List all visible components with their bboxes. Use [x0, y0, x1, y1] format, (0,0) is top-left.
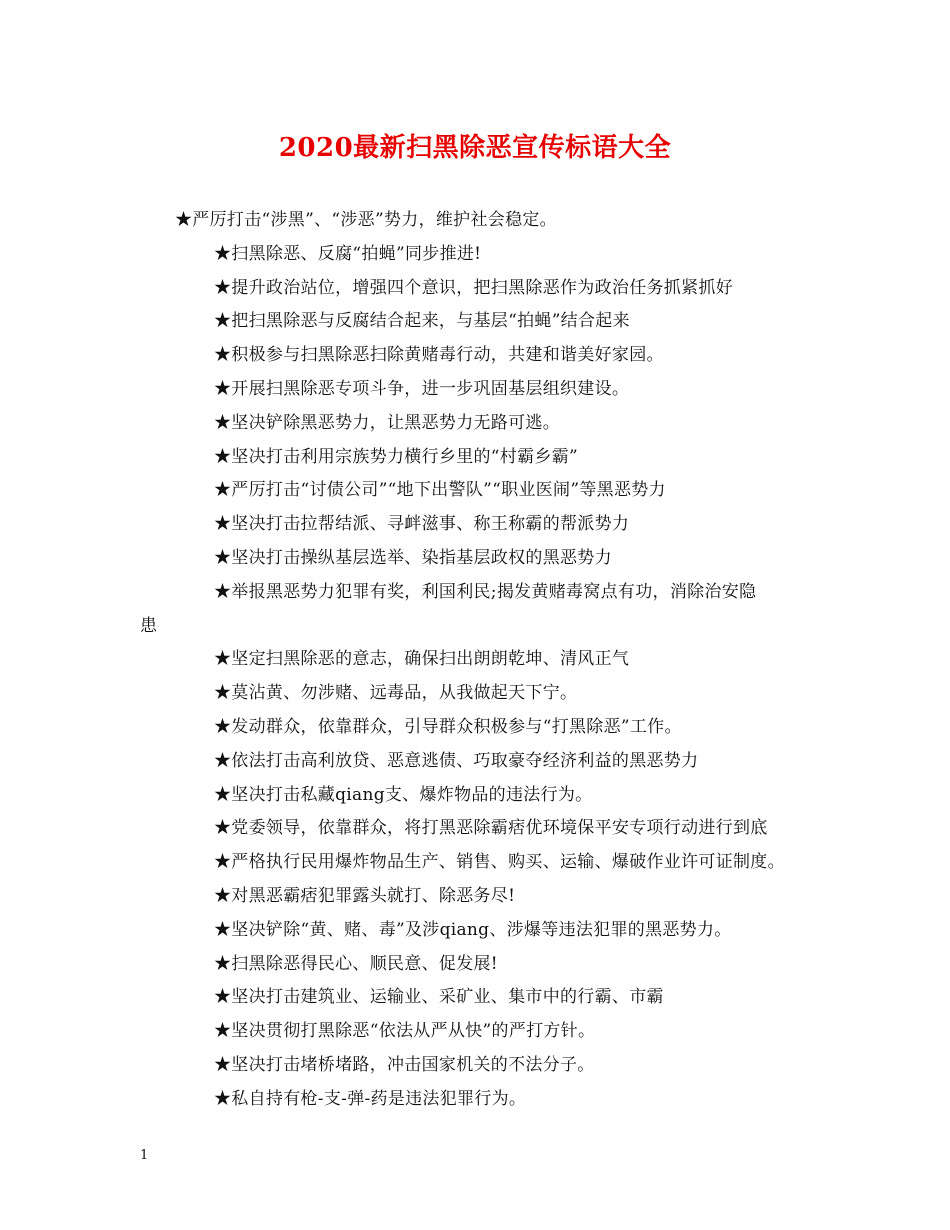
slogan-line: ★坚决打击利用宗族势力横行乡里的“村霸乡霸”	[214, 446, 578, 467]
slogan-line: ★坚决打击私藏qiang支、爆炸物品的违法行为。	[214, 784, 593, 805]
slogan-line: ★扫黑除恶得民心、顺民意、促发展!	[214, 953, 498, 974]
slogan-line: ★依法打击高利放贷、恶意逃债、巧取豪夺经济利益的黑恶势力	[214, 750, 699, 771]
slogan-line: ★严格执行民用爆炸物品生产、销售、购买、运输、爆破作业许可证制度。	[214, 852, 785, 873]
slogan-line: ★党委领导，依靠群众，将打黑恶除霸痞优环境保平安专项行动进行到底	[214, 818, 768, 839]
page-number: 1	[140, 1148, 149, 1163]
slogan-line: ★严厉打击“涉黑”、“涉恶”势力，维护社会稳定。	[175, 210, 557, 230]
slogan-line: ★提升政治站位，增强四个意识，把扫黑除恶作为政治任务抓紧抓好	[214, 277, 733, 298]
slogan-line: ★积极参与扫黑除恶扫除黄赌毒行动，共建和谐美好家园。	[214, 345, 664, 366]
slogan-line: ★发动群众，依靠群众，引导群众积极参与“打黑除恶”工作。	[214, 716, 682, 737]
slogan-line: ★坚决贯彻打黑除恶“依法从严从快”的严打方针。	[214, 1021, 596, 1042]
slogan-line: ★私自持有枪-支-弹-药是违法犯罪行为。	[214, 1088, 527, 1109]
slogan-line: ★对黑恶霸痞犯罪露头就打、除恶务尽!	[214, 885, 516, 906]
slogan-line: ★坚决打击堵桥堵路，冲击国家机关的不法分子。	[214, 1054, 595, 1075]
slogan-list	[140, 204, 830, 1117]
slogan-line: ★坚决打击建筑业、运输业、采矿业、集市中的行霸、市霸	[214, 987, 664, 1008]
slogan-line: ★坚定扫黑除恶的意志，确保扫出朗朗乾坤、清风正气	[214, 649, 630, 670]
slogan-line: ★坚决打击拉帮结派、寻衅滋事、称王称霸的帮派势力	[214, 514, 630, 535]
slogan-line: ★把扫黑除恶与反腐结合起来，与基层“拍蝇”结合起来	[214, 311, 630, 332]
slogan-line: ★坚决铲除黑恶势力，让黑恶势力无路可逃。	[214, 412, 560, 433]
slogan-line-continuation: 患	[140, 615, 158, 636]
document-title: 2020最新扫黑除恶宣传标语大全	[278, 133, 672, 163]
slogan-line: ★举报黑恶势力犯罪有奖，利国利民;揭发黄赌毒窝点有功，消除治安隐	[214, 581, 757, 602]
slogan-line: ★严厉打击“讨债公司”“地下出警队”“职业医闹”等黑恶势力	[214, 480, 666, 501]
slogan-line: ★开展扫黑除恶专项斗争，进一步巩固基层组织建设。	[214, 378, 630, 399]
slogan-line: ★坚决铲除“黄、赌、毒”及涉qiang、涉爆等违法犯罪的黑恶势力。	[214, 919, 732, 940]
slogan-line: ★莫沾黄、勿涉赌、远毒品，从我做起天下宁。	[214, 683, 578, 704]
slogan-line: ★坚决打击操纵基层选举、染指基层政权的黑恶势力	[214, 547, 612, 568]
slogan-line: ★扫黑除恶、反腐“拍蝇”同步推进!	[214, 243, 482, 264]
